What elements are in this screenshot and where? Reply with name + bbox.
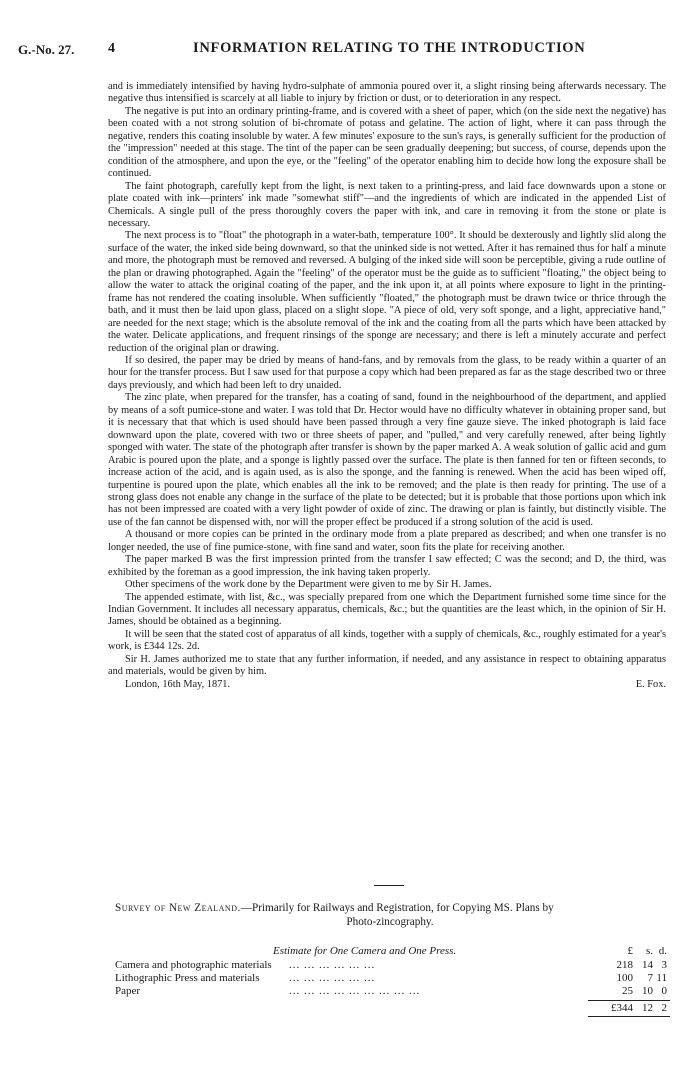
row-label: Lithographic Press and materials bbox=[115, 971, 260, 984]
paragraph: The next process is to "float" the photograph in a water-bath, temperature 100°. It should be dexterously and lightly slid along the surface of the water, the inked side being downward, so that the uninked side is not wetted. After it has remained thus for half a minute and more, the photograph must be removed and reversed. A bulging of the inked side will soon be perceptible, giving a rude outline of the plan or drawing photographed. Again the "feeling" of the operator must be the guide as to sufficient "floating," the object being to allow the water to attack the original coating of the paper, and the ink upon it, at all points where exposure to light in the printing-frame has not rendered the coating insoluble. When sufficiently "floated," the photograph must be drawn twice or thrice through the bath, and it must then be laid upon glass, placed on a slight slope. "A piece of old, very soft sponge, and a light, appreciative hand," are needed for the next stage; which is the absolute removal of the ink and the coating from all the parts which have been attacked by the water. Delicate applications, and frequent rinsings of the sponge are necessary; and there is left a minutely accurate and perfect reduction of the original plan or drawing. bbox=[108, 230, 666, 354]
estimate-title: Estimate for One Camera and One Press. bbox=[273, 945, 457, 957]
total-pounds: £344 bbox=[611, 1002, 633, 1015]
estimate-header bbox=[115, 945, 665, 959]
total-shillings: 12 bbox=[642, 1002, 653, 1015]
place-date: London, 16th May, 1871. bbox=[125, 678, 231, 690]
page-header bbox=[18, 40, 670, 62]
page-number: 4 bbox=[108, 41, 115, 56]
survey-rest: —Primarily for Railways and Registration, for Copying MS. Plans by bbox=[240, 902, 554, 914]
paragraph: If so desired, the paper may be dried by means of hand-fans, and by removals from the glass, to be ready within a quarter of an hour for the transfer process. But I saw used for that purpose a copy which had been prepared as far as the stage described two or three days previously, and which had been left to dry unaided. bbox=[108, 354, 666, 391]
table-row bbox=[115, 972, 665, 985]
table-row bbox=[115, 959, 665, 972]
leader-dots: ... ... ... ... ... ... bbox=[289, 971, 376, 984]
leader-dots: ... ... ... ... ... ... ... ... ... bbox=[289, 984, 421, 997]
leader-dots: ... ... ... ... ... ... bbox=[289, 959, 376, 971]
paragraph: and is immediately intensified by having hydro-sulphate of ammonia poured over it, a slight rinsing being afterwards necessary. The negative thus intensified is scarcely at all liable to injury by friction or dust, or to deterioration in any respect. bbox=[108, 81, 666, 105]
paragraph: The paper marked B was the first impression printed from the transfer I saw effected; C was the second; and D, the third, was exhibited by the foreman as a good impression, the ink having taken properly. bbox=[108, 554, 666, 578]
paragraph: Sir H. James authorized me to state that any further information, if needed, and any assistance in respect to obtaining apparatus and materials, would be given by him. bbox=[108, 653, 666, 678]
total-row bbox=[115, 1002, 665, 1015]
pence-cell: 11 bbox=[656, 971, 667, 984]
author-signature: E. Fox. bbox=[635, 678, 666, 690]
shillings-header: s. bbox=[645, 945, 653, 957]
body-text bbox=[108, 81, 666, 691]
paragraph: A thousand or more copies can be printed in the ordinary mode from a plate prepared as described; and when one transfer is no longer needed, the use of fine pumice-stone, with fine sand and water, soon fits the plate for receiving another. bbox=[108, 529, 666, 553]
pounds-cell: 25 bbox=[622, 984, 633, 997]
pounds-header: £ bbox=[627, 945, 633, 957]
paragraph: Other specimens of the work done by the Department were given to me by Sir H. James. bbox=[125, 579, 492, 591]
pounds-cell: 100 bbox=[616, 971, 633, 984]
row-label: Camera and photographic materials bbox=[115, 959, 272, 971]
survey-subtitle: Photo-zincography. bbox=[346, 915, 434, 928]
paragraph: It will be seen that the stated cost of apparatus of all kinds, together with a supply of chemicals, &c., roughly estimated for a year's work, is £344 12s. 2d. bbox=[108, 628, 666, 653]
survey-lead: Survey of New Zealand. bbox=[115, 902, 241, 914]
pence-header: d. bbox=[658, 945, 667, 957]
running-title: INFORMATION RELATING TO THE INTRODUCTION bbox=[193, 40, 586, 56]
shillings-cell: 10 bbox=[642, 984, 653, 997]
shillings-cell: 7 bbox=[647, 971, 653, 984]
document-reference: G.-No. 27. bbox=[18, 42, 75, 57]
row-label: Paper bbox=[115, 984, 141, 997]
pence-cell: 3 bbox=[661, 959, 667, 971]
sum-rule bbox=[588, 1000, 670, 1001]
paragraph: The zinc plate, when prepared for the transfer, has a coating of sand, found in the neighbourhood of the department, and applied by means of a soft pumice-stone and water. I was told that Dr. Hector would have no difficulty whatever in obtaining proper sand, but it is necessary that that which is used should have been passed through a very fine gauze sieve. The inked photograph is laid face downward upon the plate, covered with two or three sheets of paper, and "pulled," and very carefully renewed, after being lightly sponged with water. The state of the photograph after transfer is shown by the paper marked A. A weak solution of gallic acid and gum Arabic is poured upon the plate, and a sponge is lightly passed over the surface. The plate is then fanned for ten or fifteen seconds, to increase action of the acid, and is again used, as is also the sponge, and the fanning is renewed. When the acid has been wiped off, turpentine is poured upon the plate, which enables all the ink to be removed; and the plate is then ready for printing. The use of a strong glass does not enable any change in the surface of the plate to be detected; but it is probable that those portions upon which ink has not been impressed are coated with a very light powder of oxide of zinc. The drawing or plan is faintly, but distinctly visible. The use of the fan cannot be dispensed with, nor will the proper effect be produced if a strong solution of the acid is used. bbox=[108, 392, 666, 528]
signature-line bbox=[108, 679, 666, 691]
paragraph: The appended estimate, with list, &c., was specially prepared from one which the Department furnished some time since for the Indian Government. It includes all necessary apparatus, chemicals, &c.; but the quantities are the least which, in the opinion of Sir H. James, should be obtained as a beginning. bbox=[108, 591, 666, 628]
table-row bbox=[115, 985, 665, 998]
total-rule bbox=[588, 1016, 670, 1017]
pounds-cell: 218 bbox=[616, 959, 633, 971]
pence-cell: 0 bbox=[661, 984, 667, 997]
shillings-cell: 14 bbox=[642, 959, 653, 971]
paragraph: The faint photograph, carefully kept from the light, is next taken to a printing-press, and laid face downwards upon a stone or plate coated with ink—printers' ink made "somewhat stiff"—and the ingredients of which are indicated in the appended List of Chemicals. A single pull of the press thoroughly covers the paper with ink, and care in removing it from the stone or plate is necessary. bbox=[108, 180, 666, 229]
section-divider bbox=[374, 885, 404, 886]
paragraph: The negative is put into an ordinary printing-frame, and is covered with a sheet of paper, which (on the side next the negative) has been coated with a not strong solution of bi-chromate of potass and gelatine. The action of light, where it can pass through the negative, renders this coating insoluble by water. A few minutes' exposure to the sun's rays, is generally sufficient for the production of the "impression" needed at this stage. The tint of the paper can be seen gradually deepening; but success, of course, depends upon the condition of the atmosphere, and upon the eye, or the "feeling" of the operator enabling him to decide how long the exposure shall be continued. bbox=[108, 105, 666, 180]
total-pence: 2 bbox=[661, 1002, 667, 1015]
estimate-table bbox=[115, 945, 665, 1015]
survey-heading bbox=[115, 902, 665, 929]
